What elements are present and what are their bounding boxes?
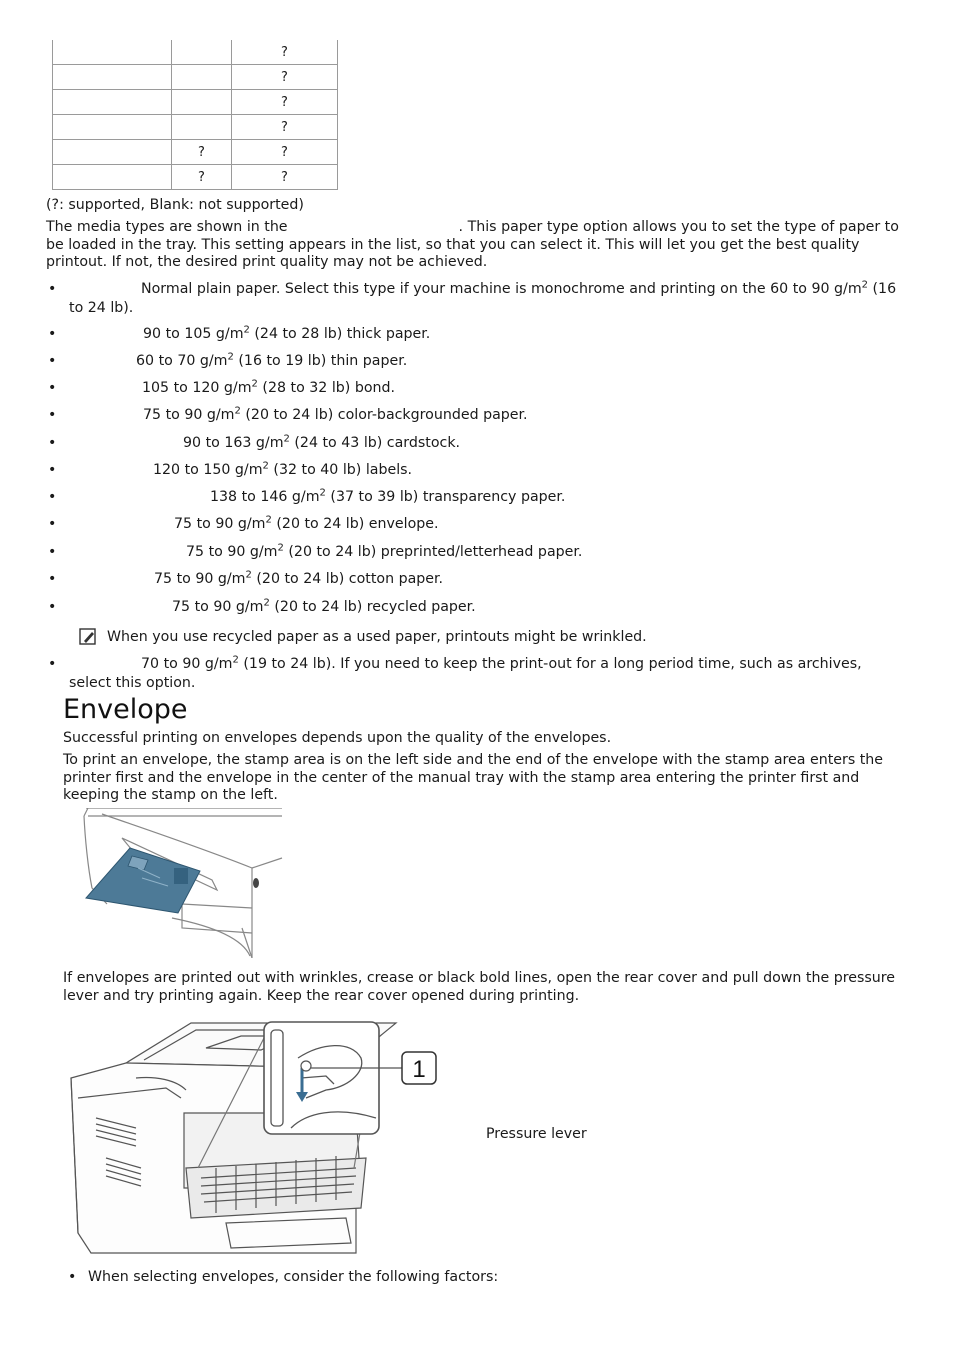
table-row — [53, 140, 338, 165]
table-cell: ? — [232, 90, 338, 115]
list-item-text: (20 to 24 lb) envelope. — [271, 516, 439, 532]
list-item-text: (20 to 24 lb) cotton paper. — [251, 571, 444, 587]
bullet-dot: • — [48, 516, 57, 532]
table-cell: ? — [232, 165, 338, 190]
list-item-text: 75 to 90 g/m — [186, 544, 278, 560]
table-row — [53, 65, 338, 90]
list-item — [48, 379, 908, 398]
list-item-text: 120 to 150 g/m — [153, 462, 263, 478]
callout-number-label: 1 — [412, 1056, 426, 1083]
table-cell — [53, 165, 172, 190]
list-item-text: (32 to 40 lb) labels. — [268, 462, 413, 478]
list-item-text: 105 to 120 g/m — [142, 380, 252, 396]
list-item — [48, 280, 908, 318]
table-row — [53, 40, 338, 65]
list-item-text: 90 to 105 g/m — [143, 326, 244, 342]
list-item-text: 70 to 90 g/m — [141, 656, 233, 672]
superscript: 2 — [265, 514, 272, 526]
bullet-dot: • — [48, 281, 57, 297]
superscript: 2 — [227, 351, 234, 363]
table-cell — [53, 90, 172, 115]
superscript: 2 — [263, 597, 270, 609]
callout-label: Pressure lever — [486, 1126, 587, 1142]
list-item-text: Normal plain paper. Select this type if your machine is monochrome and printing on the 60 to 90 g/m — [141, 281, 862, 297]
list-item — [48, 488, 908, 507]
list-item — [48, 515, 908, 534]
superscript: 2 — [234, 405, 241, 417]
table-cell: ? — [232, 115, 338, 140]
bullet-dot: • — [48, 435, 57, 451]
note-text: When you use recycled paper as a used paper, printouts might be wrinkled. — [107, 629, 647, 645]
intro-text-after: . This paper type option allows you to set the type of paper to be loaded in the tray. This setting appears in the list, so that you can select it. This will let you get the best quality printout. If not, the desired print quality may not be achieved. — [46, 219, 899, 270]
bullet-dot: • — [48, 571, 57, 587]
list-item-text: (20 to 24 lb) color-backgrounded paper. — [240, 407, 528, 423]
bullet-dot: • — [48, 353, 57, 369]
list-item — [48, 406, 908, 425]
bullet-dot: • — [48, 326, 57, 342]
list-item-factors — [68, 1269, 499, 1285]
superscript: 2 — [251, 378, 258, 390]
rear-cover-illustration — [66, 1018, 440, 1256]
envelope-paragraph-2: To print an envelope, the stamp area is on the left side and the end of the envelope with the stamp area enters the printer first and the envelope in the center of the manual tray with the stamp area entering the printer first and keeping the stamp on the left. — [63, 752, 883, 803]
intro-paragraph — [46, 219, 916, 272]
list-item-text: (16 to 24 lb). — [69, 281, 897, 316]
bullet-dot: • — [48, 462, 57, 478]
list-item-text: 60 to 70 g/m — [136, 353, 228, 369]
list-item — [48, 325, 908, 344]
table-cell — [53, 115, 172, 140]
table-cell — [53, 40, 172, 65]
list-item — [48, 543, 908, 562]
table-cell — [172, 115, 232, 140]
list-item — [48, 570, 908, 589]
table-cell: ? — [232, 40, 338, 65]
superscript: 2 — [243, 324, 250, 336]
bullet-dot: • — [48, 599, 57, 615]
table-legend: (?: supported, Blank: not supported) — [46, 197, 304, 213]
table-row — [53, 165, 338, 190]
list-item — [48, 598, 908, 617]
bullet-dot: • — [48, 380, 57, 396]
table-cell — [172, 90, 232, 115]
intro-text-before: The media types are shown in the — [46, 219, 288, 235]
table-cell: ? — [172, 140, 232, 165]
factors-text: When selecting envelopes, consider the following factors: — [88, 1269, 499, 1285]
list-item-text: (20 to 24 lb) preprinted/letterhead paper. — [283, 544, 583, 560]
superscript: 2 — [861, 279, 869, 291]
list-item — [48, 352, 908, 371]
bullet-dot: • — [48, 656, 57, 672]
superscript: 2 — [232, 654, 239, 666]
superscript: 2 — [283, 433, 290, 445]
bullet-dot: • — [48, 489, 57, 505]
bullet-dot: • — [68, 1269, 77, 1285]
table-cell: ? — [232, 65, 338, 90]
superscript: 2 — [245, 569, 252, 581]
list-item-text: (37 to 39 lb) transparency paper. — [325, 489, 566, 505]
list-item-text: (16 to 19 lb) thin paper. — [233, 353, 408, 369]
list-item-text: (19 to 24 lb). If you need to keep the print-out for a long period time, such as archives, select this option. — [69, 656, 862, 691]
list-item-text: 90 to 163 g/m — [183, 435, 284, 451]
superscript: 2 — [319, 487, 326, 499]
table-cell — [172, 65, 232, 90]
bullet-dot: • — [48, 544, 57, 560]
media-support-table — [52, 40, 338, 190]
table-row — [53, 90, 338, 115]
note-icon — [79, 628, 97, 646]
superscript: 2 — [262, 460, 269, 472]
list-item-text: (24 to 28 lb) thick paper. — [249, 326, 431, 342]
table-cell — [53, 65, 172, 90]
superscript: 2 — [277, 542, 284, 554]
bullet-dot: • — [48, 407, 57, 423]
envelope-paragraph-1: Successful printing on envelopes depends upon the quality of the envelopes. — [63, 730, 612, 746]
envelope-paragraph-3: If envelopes are printed out with wrinkles, crease or black bold lines, open the rear cover and pull down the pressure lever and try printing again. Keep the rear cover opened during printing. — [63, 970, 895, 1004]
list-item — [48, 434, 908, 453]
table-cell: ? — [172, 165, 232, 190]
list-item-text: 75 to 90 g/m — [172, 599, 264, 615]
list-item-text: (24 to 43 lb) cardstock. — [289, 435, 461, 451]
list-item-text: (28 to 32 lb) bond. — [257, 380, 396, 396]
list-item-text: 138 to 146 g/m — [210, 489, 320, 505]
table-cell — [172, 40, 232, 65]
section-title-envelope: Envelope — [63, 694, 188, 725]
list-item-text: 75 to 90 g/m — [143, 407, 235, 423]
list-item-text: (20 to 24 lb) recycled paper. — [269, 599, 476, 615]
table-cell: ? — [232, 140, 338, 165]
list-item — [48, 461, 908, 480]
list-item-archive — [48, 655, 908, 693]
envelope-tray-illustration — [82, 808, 284, 958]
table-cell — [53, 140, 172, 165]
list-item-text: 75 to 90 g/m — [174, 516, 266, 532]
list-item-text: 75 to 90 g/m — [154, 571, 246, 587]
table-row — [53, 115, 338, 140]
